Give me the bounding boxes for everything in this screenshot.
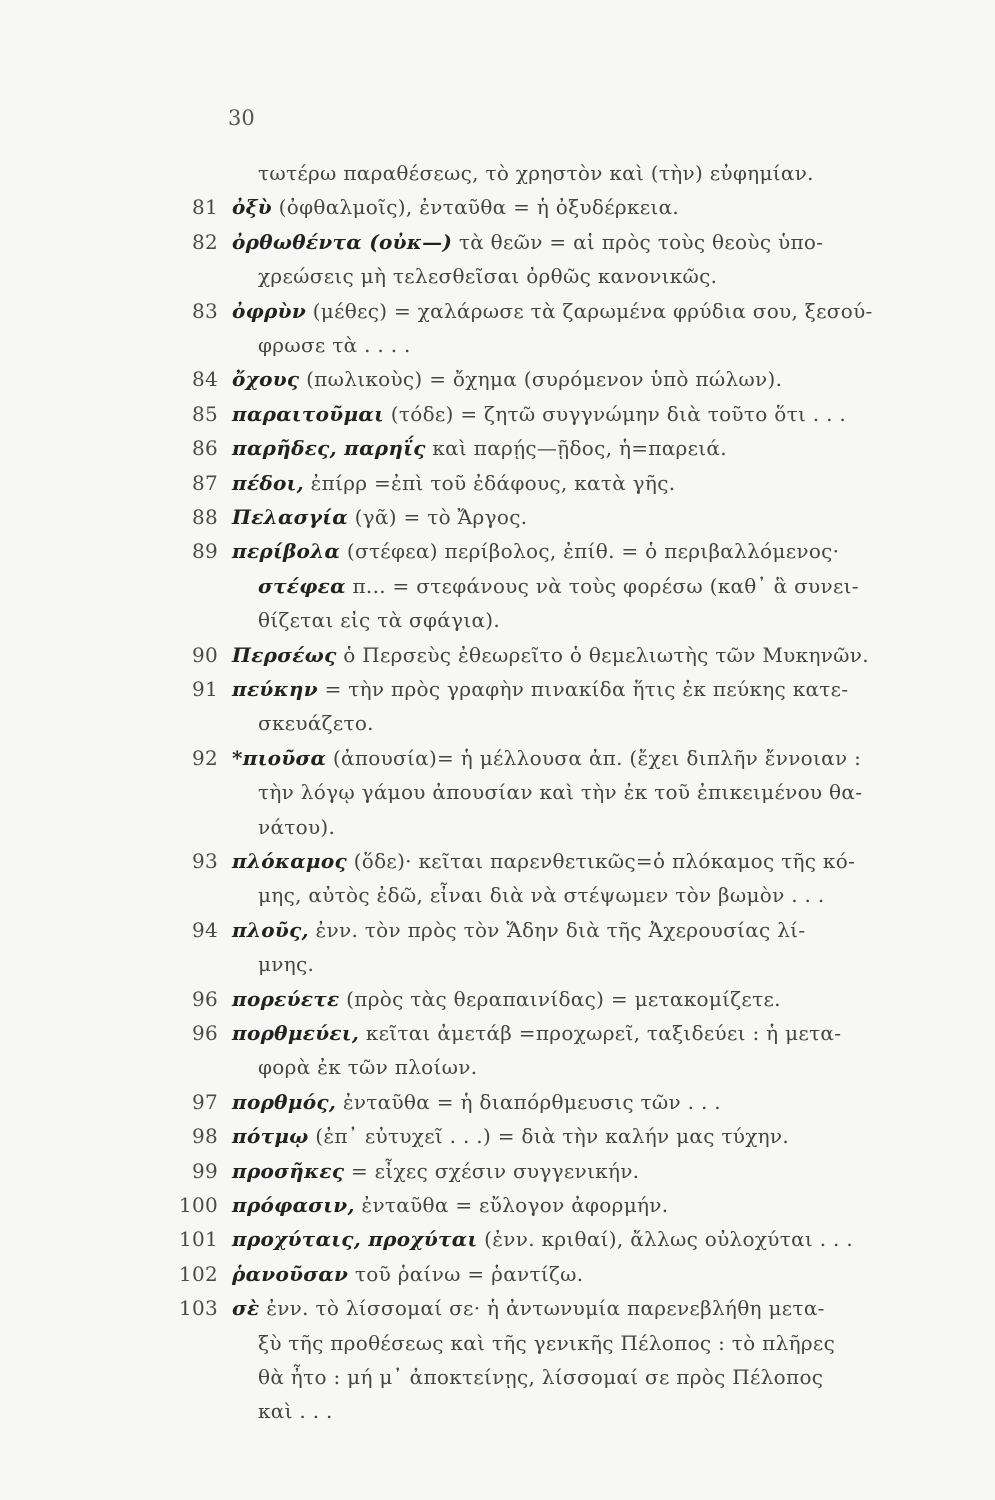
- entry-number: 96: [191, 986, 218, 1011]
- entry-lemma: Πελασγία: [232, 505, 348, 529]
- entry-lemma: προσῆκες: [232, 1158, 345, 1183]
- entry-definition: ἐπίρρ =ἐπὶ τοῦ ἐδάφους, κατὰ γῆς.: [310, 470, 676, 495]
- entry-definition: θὰ ἦτο : μή μ᾽ ἀποκτείνῃς, λίσσομαί σε πρὸς Πέλοπος: [258, 1365, 824, 1389]
- entry-lemma: ὀρθωθέντα (οὐκ—): [232, 229, 453, 254]
- entry-number: 86: [191, 436, 218, 461]
- entry-number: 102: [178, 1261, 218, 1286]
- entry-definition: (πρὸς τὰς θεραπαινίδας) = μετακομίζετε.: [346, 986, 781, 1011]
- entry-number: 90: [191, 642, 218, 667]
- entry-number: 88: [191, 505, 218, 529]
- entry-definition: (ἀπουσία)= ἡ μέλλουσα ἀπ. (ἔχει διπλῆν ἔννοιαν :: [332, 745, 862, 770]
- entry-number: 81: [191, 195, 218, 220]
- entry-number: 92: [191, 745, 218, 770]
- entry-definition: μης, αὐτὸς ἐδῶ, εἶναι διὰ νὰ στέψωμεν τὸν βωμὸν . . .: [258, 883, 825, 908]
- entry-lemma: παραιτοῦμαι: [232, 401, 385, 426]
- entry-lemma: πότμῳ: [232, 1124, 309, 1149]
- entry-lemma: Περσέως: [232, 642, 337, 667]
- entry-definition: καὶ . . .: [258, 1399, 333, 1424]
- entry-lemma: ὄχους: [232, 367, 300, 392]
- page-number: 30: [228, 106, 255, 130]
- entry-number: 91: [191, 677, 218, 701]
- entry-definition: ἐνταῦθα = εὔλογον ἀφορμήν.: [361, 1193, 669, 1217]
- entry-number: 101: [178, 1227, 218, 1252]
- entry-definition: καὶ παρῄς—ῇδος, ἡ=παρειά.: [432, 436, 727, 461]
- entry-number: 99: [191, 1158, 218, 1183]
- entry-definition: (στέφεα) περίβολος, ἐπίθ. = ὁ περιβαλλόμενος·: [346, 539, 840, 564]
- entry-definition: χρεώσεις μὴ τελεσθεῖσαι ὀρθῶς κανονικῶς.: [258, 264, 718, 289]
- entry-definition: π... = στεφάνους νὰ τοὺς φορέσω (καθ᾽ ἃ συνει-: [352, 573, 859, 598]
- entry-number: 83: [191, 298, 218, 323]
- entry-lemma: πορθμεύει,: [232, 1021, 360, 1045]
- entry-lemma: ὀξὺ: [232, 195, 272, 220]
- entry-lemma: πλόκαμος: [232, 849, 347, 873]
- entry-definition: νάτου).: [258, 814, 336, 839]
- entry-number: 96: [191, 1021, 218, 1045]
- entry-number: 85: [191, 401, 218, 426]
- entry-lemma: περίβολα: [232, 539, 341, 564]
- entry-lemma: ῥανοῦσαν: [232, 1261, 349, 1286]
- entry-definition: (πωλικοὺς) = ὄχημα (συρόμενον ὑπὸ πώλων).: [306, 367, 783, 392]
- entry-lemma: *πιοῦσα: [232, 745, 327, 770]
- entry-definition: θίζεται εἰς τὰ σφάγια).: [258, 608, 501, 633]
- entry-definition: (ἐνν. κριθαί), ἄλλως οὐλοχύται . . .: [484, 1227, 854, 1252]
- entry-lemma: προχύταις, προχύται: [232, 1227, 478, 1252]
- entry-definition: μνης.: [258, 952, 315, 977]
- entry-definition: ξὺ τῆς προθέσεως καὶ τῆς γενικῆς Πέλοπος : τὸ πλῆρες: [258, 1330, 836, 1355]
- entry-lemma: πέδοι,: [232, 470, 304, 495]
- entry-definition: τοῦ ῥαίνω = ῥαντίζω.: [354, 1261, 584, 1286]
- entry-lemma: πεύκην: [232, 677, 318, 701]
- entry-number: 89: [191, 539, 218, 564]
- entry-lemma: ὀφρὺν: [232, 298, 306, 323]
- entry-lemma: σὲ: [232, 1296, 260, 1321]
- entry-definition: (ἐπ᾽ εὐτυχεῖ . . .) = διὰ τὴν καλήν μας τύχην.: [315, 1124, 790, 1149]
- entry-definition: ἐνταῦθα = ἡ διαπόρθμευσις τῶν . . .: [342, 1089, 721, 1114]
- entry-number: 84: [191, 367, 218, 392]
- entry-lemma: πρόφασιν,: [232, 1193, 355, 1217]
- entry-lemma: στέφεα: [258, 573, 346, 598]
- entry-definition: κεῖται ἀμετάβ =προχωρεῖ, ταξιδεύει : ἡ μετα-: [365, 1021, 842, 1045]
- entry-number: 103: [178, 1296, 218, 1321]
- entry-number: 87: [191, 470, 218, 495]
- entry-definition: ὁ Περσεὺς ἐθεωρεῖτο ὁ θεμελιωτὴς τῶν Μυκηνῶν.: [343, 642, 869, 667]
- entry-definition: φρωσε τὰ . . . .: [258, 333, 411, 357]
- entry-lemma: πορεύετε: [232, 986, 340, 1011]
- entry-definition: ἐνν. τὸν πρὸς τὸν Ἅδην διὰ τῆς Ἀχερουσίας λί-: [315, 917, 806, 942]
- entry-definition: (τόδε) = ζητῶ συγγνώμην διὰ τοῦτο ὅτι . . .: [390, 401, 847, 426]
- entry-definition: τὴν λόγῳ γάμου ἀπουσίαν καὶ τὴν ἐκ τοῦ ἐπικειμένου θα-: [258, 780, 863, 805]
- entry-definition: (ὀφθαλμοῖς), ἐνταῦθα = ἡ ὀξυδέρκεια.: [278, 195, 680, 220]
- entry-definition: = εἶχες σχέσιν συγγενικήν.: [350, 1158, 640, 1183]
- entry-definition: = τὴν πρὸς γραφὴν πινακίδα ἥτις ἐκ πεύκης κατε-: [324, 677, 849, 701]
- entry-definition: (ὅδε)· κεῖται παρενθετικῶς=ὁ πλόκαμος τῆς κό-: [353, 849, 856, 873]
- entry-definition: ἐνν. τὸ λίσσομαί σε· ἡ ἀντωνυμία παρενεβλήθη μετα-: [266, 1296, 825, 1321]
- entry-number: 82: [191, 229, 218, 254]
- entry-number: 97: [191, 1089, 218, 1114]
- entry-lemma: πορθμός,: [232, 1089, 337, 1114]
- entry-number: 100: [178, 1193, 218, 1217]
- entry-definition: τὰ θεῶν = αἱ πρὸς τοὺς θεοὺς ὑπο-: [458, 229, 824, 254]
- entry-definition: τωτέρω παραθέσεως, τὸ χρηστὸν καὶ (τὴν) εὐφημίαν.: [258, 161, 814, 185]
- entry-number: 94: [191, 917, 218, 942]
- entry-definition: (μέθες) = χαλάρωσε τὰ ζαρωμένα φρύδια σου, ξεσού-: [312, 298, 873, 323]
- entry-definition: (γᾶ) = τὸ Ἄργος.: [354, 505, 528, 529]
- entry-lemma: παρῆδες, παρηΐς: [232, 436, 426, 461]
- entry-definition: σκευάζετο.: [258, 711, 374, 736]
- entry-definition: φορὰ ἐκ τῶν πλοίων.: [258, 1055, 478, 1080]
- entry-number: 93: [191, 849, 218, 873]
- entry-lemma: πλοῦς,: [232, 917, 309, 942]
- entry-number: 98: [191, 1124, 218, 1149]
